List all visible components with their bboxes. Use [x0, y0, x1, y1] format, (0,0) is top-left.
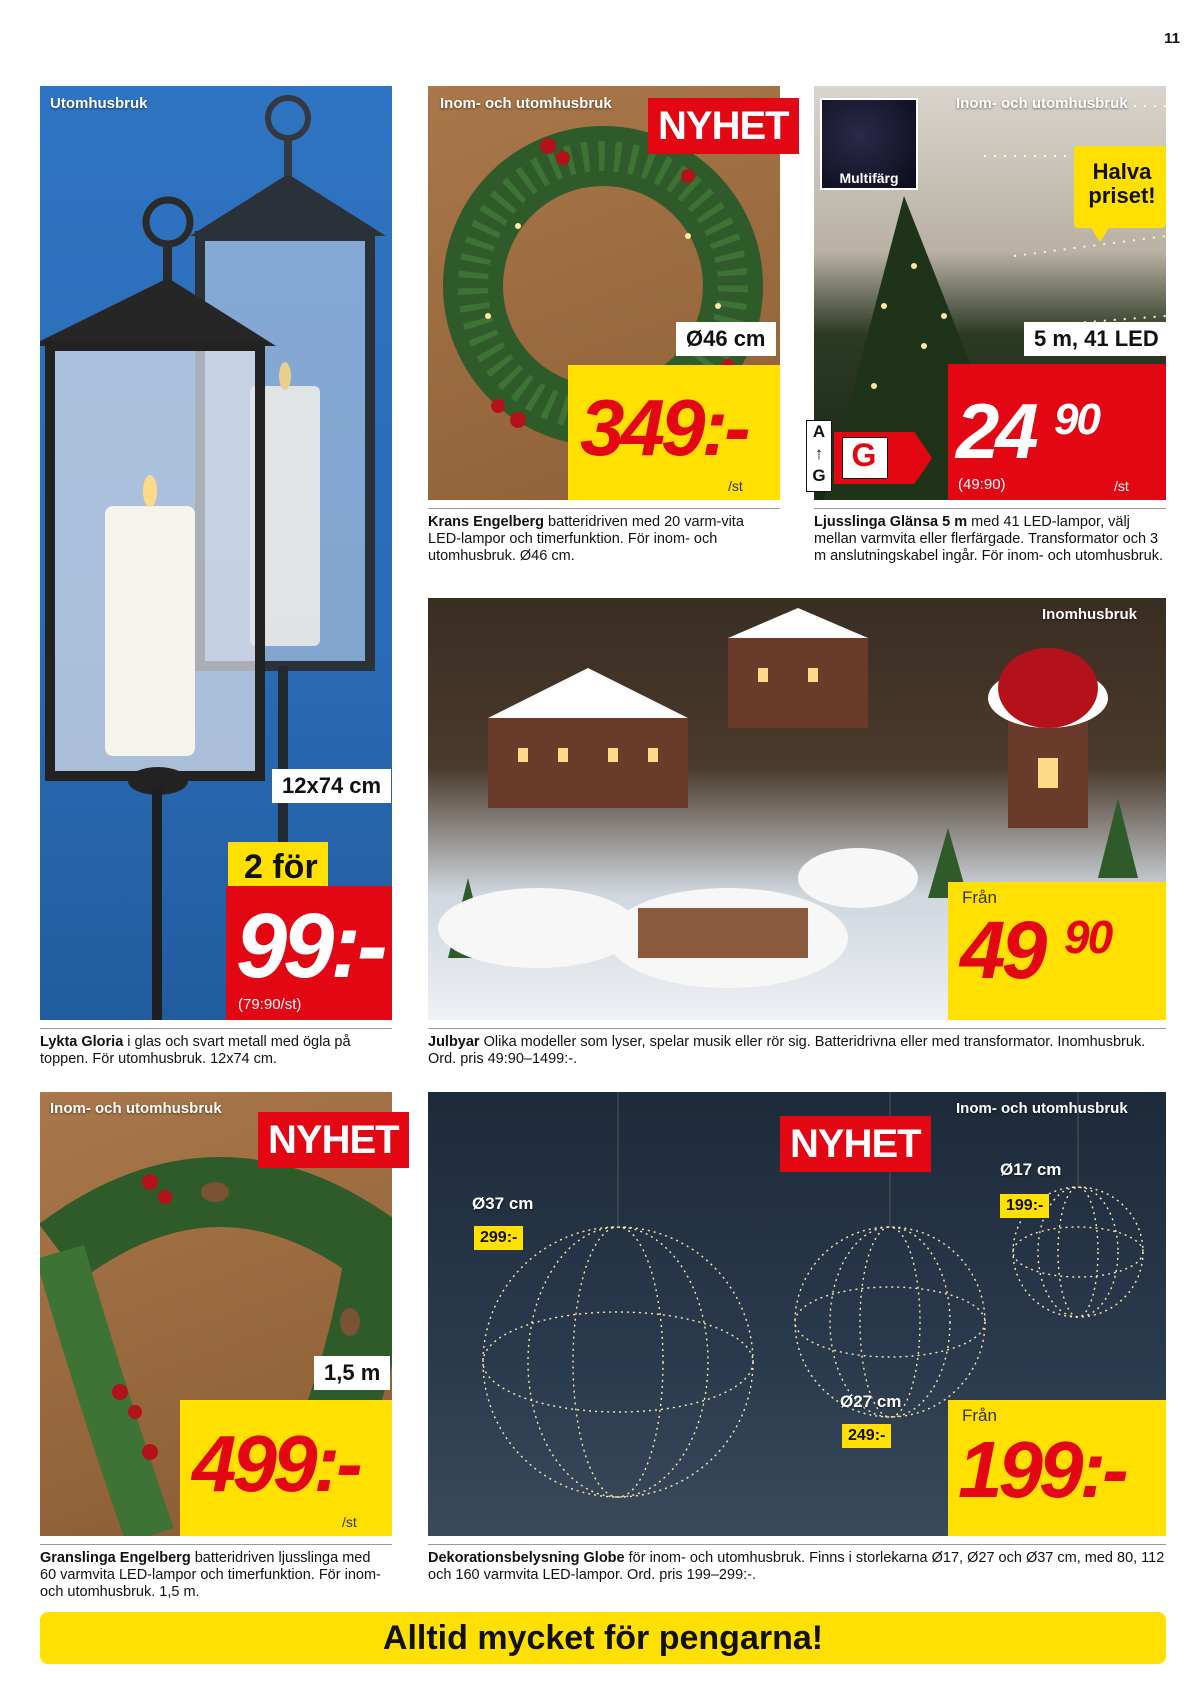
- price-cents: 90: [1064, 911, 1112, 963]
- product-name: Krans Engelberg: [428, 514, 545, 530]
- price: 499:-: [192, 1419, 359, 1508]
- offer-text: 2 för: [244, 848, 318, 886]
- usage-tag: Inomhusbruk: [1042, 606, 1138, 623]
- footer-slogan: Alltid mycket för pengarna!: [382, 1619, 824, 1657]
- nyhet-badge: NYHET: [648, 98, 799, 154]
- promo-text: Halva priset!: [1088, 159, 1156, 208]
- product-description: Ljusslinga Glänsa 5 m med 41 LED-lampor, välj mellan varmvita eller flerfärgade. Transformator och 3 m anslutningskabel ingår. För inom- och utomhusbruk.: [814, 514, 1163, 564]
- price: 199:-: [958, 1425, 1125, 1514]
- size-label: Ø46 cm: [676, 322, 776, 356]
- usage-tag: Inom- och utomhusbruk: [956, 95, 1128, 112]
- variant-price: 249:-: [842, 1424, 891, 1448]
- nyhet-badge: NYHET: [780, 1116, 931, 1172]
- usage-tag: Inom- och utomhusbruk: [956, 1100, 1128, 1117]
- old-price: (49:90): [958, 476, 1006, 493]
- price-main: 24: [956, 387, 1035, 475]
- inset-label: Multifärg: [839, 170, 899, 186]
- product-description: Krans Engelberg batteridriven med 20 varm-vita LED-lampor och timerfunktion. För inom- och utomhusbruk. Ø46 cm.: [428, 514, 744, 564]
- per-unit: /st: [342, 1514, 357, 1530]
- product-description: Lykta Gloria i glas och svart metall med ögla på toppen. För utomhusbruk. 12x74 cm.: [40, 1034, 351, 1067]
- size-label: 12x74 cm: [272, 769, 391, 803]
- variant-size: Ø27 cm: [840, 1392, 902, 1411]
- variant-size: Ø17 cm: [1000, 1160, 1062, 1179]
- size-label: 5 m, 41 LED: [1024, 322, 1169, 356]
- from-label: Från: [962, 1406, 997, 1425]
- price: 99:-: [236, 895, 384, 997]
- product-name: Julbyar: [428, 1034, 480, 1050]
- per-unit: /st: [1114, 478, 1129, 494]
- page-number: 11: [1164, 30, 1180, 47]
- energy-class: G: [851, 437, 877, 473]
- nyhet-badge: NYHET: [258, 1112, 409, 1168]
- unit-price: (79:90/st): [238, 996, 302, 1013]
- product-description: Granslinga Engelberg batteridriven ljusslinga med 60 varmvita LED-lampor och timerfunktion. För inom- och utomhusbruk. 1,5 m.: [40, 1550, 381, 1600]
- per-unit: /st: [728, 478, 743, 494]
- inset-image: [820, 98, 918, 190]
- product-name: Lykta Gloria: [40, 1034, 124, 1050]
- size-label: 1,5 m: [314, 1356, 390, 1390]
- price: 349:-: [580, 383, 747, 472]
- product-name: Dekorationsbelysning Globe: [428, 1550, 625, 1566]
- lykta-photo: [40, 86, 392, 1020]
- usage-tag: Inom- och utomhusbruk: [440, 95, 612, 112]
- variant-price: 199:-: [1000, 1194, 1049, 1218]
- variant-price: 299:-: [474, 1226, 523, 1250]
- usage-tag: Inom- och utomhusbruk: [50, 1100, 222, 1117]
- variant-size: Ø37 cm: [472, 1194, 534, 1213]
- price-main: 49: [960, 905, 1044, 996]
- product-name: Granslinga Engelberg: [40, 1550, 191, 1566]
- energy-scale: A ↑ G: [806, 420, 832, 492]
- usage-tag: Utomhusbruk: [50, 95, 148, 112]
- product-description: Dekorationsbelysning Globe för inom- och utomhusbruk. Finns i storlekarna Ø17, Ø27 och Ø37 cm, med 80, 112 och 160 varmvita LED-lampor. Ord. pris 199–299:-.: [428, 1550, 1165, 1583]
- price-cents: 90: [1054, 395, 1099, 444]
- lantern-image: [40, 86, 392, 1020]
- from-label: Från: [962, 888, 997, 907]
- product-name: Ljusslinga Glänsa 5 m: [814, 514, 968, 530]
- product-description: Julbyar Olika modeller som lyser, spelar musik eller rör sig. Batteridrivna eller med transformator. Inomhusbruk. Ord. pris 49:90–1499:-.: [428, 1034, 1146, 1067]
